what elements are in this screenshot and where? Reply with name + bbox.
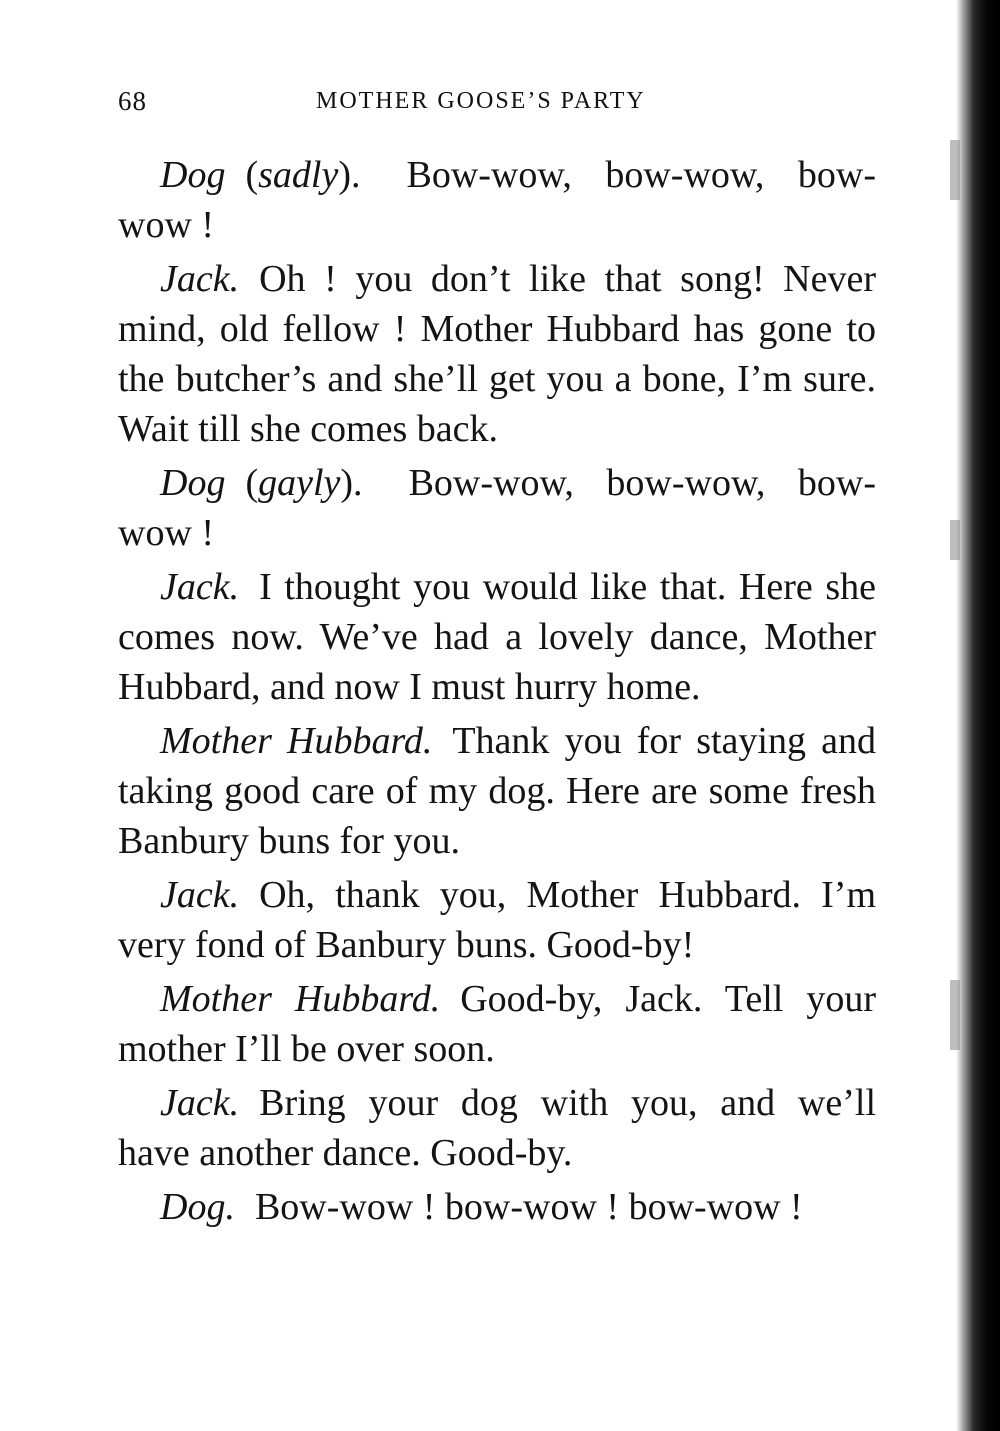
spine-speck (950, 520, 960, 560)
stage-direction-text: sadly (258, 154, 339, 196)
book-spine-shadow (956, 0, 1000, 1431)
dialogue-line (118, 974, 876, 1074)
dialogue-text: Oh ! you don’t like that song! Never mind, old fellow ! Mother Hubbard has gone to the butcher’s and she’ll get you a bone, I’m sure. Wait till she comes back. (118, 258, 876, 450)
page-number: 68 (118, 86, 147, 116)
dialogue-line (118, 870, 876, 970)
dialogue-line (118, 1078, 876, 1178)
dialogue-text: Thank you for staying and taking good care of my dog. Here are some fresh Banbury buns for you. (118, 720, 876, 862)
stage-direction: (sadly). (245, 154, 361, 196)
dialogue-text: Good-by, Jack. Tell your mother I’ll be over soon. (118, 978, 876, 1070)
speaker-name: Mother Hubbard. (160, 720, 433, 762)
spine-speck (950, 980, 960, 1050)
stage-direction: (gayly). (245, 462, 363, 504)
dialogue-line (118, 716, 876, 866)
speaker-name: Jack. (160, 258, 240, 300)
dialogue-line (118, 1182, 876, 1232)
dialogue-line (118, 150, 876, 250)
page-body (118, 150, 876, 1232)
speaker-name: Dog (160, 462, 226, 504)
dialogue-line (118, 254, 876, 454)
dialogue-text: I thought you would like that. Here she comes now. We’ve had a lovely dance, Mother Hubbard, and now I must hurry home. (118, 566, 876, 708)
speaker-name: Jack. (160, 566, 240, 608)
speaker-name: Jack. (160, 1082, 240, 1124)
speaker-name: Dog (160, 154, 226, 196)
stage-direction-text: gayly (258, 462, 341, 504)
dialogue-text: Bring your dog with you, and we’ll have another dance. Good-by. (118, 1082, 876, 1174)
page-header (118, 86, 878, 126)
speaker-name: Jack. (160, 874, 240, 916)
dialogue-text: Bow-wow ! bow-wow ! bow-wow ! (254, 1186, 803, 1228)
dialogue-line (118, 562, 876, 712)
speaker-name: Dog. (160, 1186, 235, 1228)
dialogue-text: Bow-wow, bow-wow, bow-wow ! (118, 462, 876, 554)
dialogue-text: Bow-wow, bow-wow, bow-wow ! (118, 154, 876, 246)
dialogue-text: Oh, thank you, Mother Hubbard. I’m very fond of Banbury buns. Good-by! (118, 874, 876, 966)
running-title: MOTHER GOOSE’S PARTY (316, 88, 646, 114)
spine-speck (950, 140, 960, 200)
dialogue-line (118, 458, 876, 558)
speaker-name: Mother Hubbard. (160, 978, 441, 1020)
